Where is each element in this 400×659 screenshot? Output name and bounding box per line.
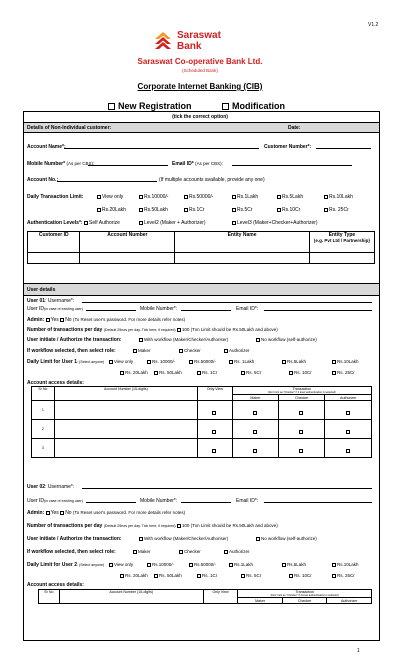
col-entity-name: Entity Name (175, 232, 310, 253)
modification-option[interactable]: Modification (222, 101, 285, 111)
user2-no-workflow[interactable]: No workflow (self-authorize) (256, 536, 317, 541)
user2-email-field[interactable] (264, 497, 372, 503)
user1-role-label: If workflow selected, then select role: (27, 348, 116, 354)
checkbox[interactable] (179, 349, 183, 353)
col-customer-id: Customer ID (28, 232, 80, 253)
daily-limit-opt-1[interactable]: View only (97, 194, 123, 200)
user1-with-workflow[interactable]: With workflow (Maker/Checker/Authoriser) (139, 337, 228, 342)
daily-limit-opt-3[interactable]: Rs.50000/- (184, 194, 213, 200)
user2-col-view: Only View (203, 590, 238, 604)
form-sheet (23, 111, 380, 641)
user1-limit-opt-3[interactable]: Rs.50000/- (189, 359, 216, 364)
view-checkbox[interactable] (212, 411, 216, 415)
user-details-header (24, 283, 379, 296)
user2-userid-field[interactable] (86, 497, 136, 503)
user2-admin-row: Admin: Yes No (To Reset user's password. For more details refer notes) (27, 510, 186, 516)
user2-admin-no-checkbox[interactable] (60, 511, 64, 515)
user1-limit-opt-10[interactable]: Rs. 5Cr (241, 370, 261, 375)
bank-name: Saraswat Co-operative Bank Ltd. (137, 57, 263, 66)
user2-limit-opt-12[interactable]: Rs. 25Cr (332, 573, 355, 578)
user1-limit-opt-1[interactable]: View only (109, 359, 133, 364)
logo-text-line2: Bank (177, 41, 202, 52)
version-label: V1.2 (368, 22, 379, 28)
email-field[interactable] (232, 160, 352, 166)
daily-limit-opt-5[interactable]: Rs.5Lakh (277, 194, 303, 200)
user2-col-account: Account Number (15-digits) (59, 590, 203, 604)
checkbox[interactable] (332, 371, 336, 375)
user1-email-label: Email ID*: (236, 306, 259, 312)
user2-limit-opt-6[interactable]: Rs.10Lakh (332, 562, 359, 567)
checkbox[interactable] (232, 208, 236, 212)
customer-id-cell[interactable] (28, 253, 80, 264)
user1-access-label: Account access details: (27, 380, 84, 386)
checkbox[interactable] (256, 537, 260, 541)
checkbox[interactable] (184, 208, 188, 212)
checkbox[interactable] (289, 371, 293, 375)
checkbox[interactable] (224, 550, 228, 554)
account-no-note: (If multiple accounts available, provide any one) (159, 177, 265, 183)
auth-level-2[interactable]: Level2 (Maker + Authorizer) (139, 220, 206, 226)
user2-admin-yes-checkbox[interactable] (46, 511, 50, 515)
checkbox[interactable] (332, 360, 336, 364)
user1-limit-opt-4[interactable]: Rs. 1Lakh (229, 359, 254, 364)
view-checkbox[interactable] (212, 449, 216, 453)
checkbox[interactable] (282, 563, 286, 567)
customer-table (27, 231, 375, 264)
mobile-field[interactable] (88, 160, 168, 166)
col-account-number: Account Number (80, 232, 175, 253)
user2-mobile-label: Mobile Number*: (140, 498, 178, 504)
checkbox[interactable] (109, 563, 113, 567)
user2-col-sr: Sr No (39, 590, 60, 604)
auth-level-self[interactable]: Self Authorize (84, 220, 120, 226)
user2-limit-opt-1[interactable]: View only (109, 562, 133, 567)
checkbox[interactable] (120, 574, 124, 578)
checkbox[interactable] (197, 574, 201, 578)
customer-number-label: Customer Number*: (264, 144, 312, 150)
table-row: 2 (32, 420, 372, 439)
table-row: 3 (32, 439, 372, 458)
user1-txn-row: Number of transactions per day (Default 25nos per day. Tick here, if required) 100 (Txn Limit should be Rs.50Lakh and above) (27, 327, 278, 333)
user2-txn-100-checkbox[interactable] (177, 524, 181, 528)
user1-limit-opt-6[interactable]: Rs.10Lakh (332, 359, 359, 364)
checkbox[interactable] (133, 550, 137, 554)
checkbox[interactable] (277, 208, 281, 212)
date-label: Date: (288, 125, 301, 131)
checkbox[interactable] (84, 221, 88, 225)
checkbox[interactable] (139, 195, 143, 199)
user2-limit-opt-9[interactable]: Rs. 1Cr (197, 573, 217, 578)
user1-col-transaction: Transaction (Don't tick as "Checker" if 2 level authentication is selected) (232, 387, 371, 395)
user1-role-checker[interactable]: Checker (179, 348, 201, 353)
user2-limit-opt-11[interactable]: Rs. 10Cr (289, 573, 312, 578)
daily-limit-opt-6[interactable]: Rs.10Lakh (324, 194, 353, 200)
user2-username-label: User 02: Username*: (27, 484, 75, 490)
email-label: Email ID* (As per CBS): (172, 161, 223, 167)
user2-limit-opt-3[interactable]: Rs.50000/- (189, 562, 216, 567)
bank-logo-icon (152, 30, 174, 54)
checkbox[interactable] (139, 221, 143, 225)
checkbox[interactable] (232, 221, 236, 225)
modification-checkbox[interactable] (222, 103, 229, 110)
user1-mobile-label: Mobile Number*: (140, 306, 178, 312)
user2-role-label: If workflow selected, then select role: (27, 549, 116, 555)
checkbox[interactable] (120, 371, 124, 375)
user1-col-account: Account Number (15-digits) (54, 387, 198, 401)
user1-role-maker[interactable]: Maker (133, 348, 151, 353)
daily-limit-opt-10[interactable]: Rs.5Cr (232, 207, 253, 213)
user2-access-table (38, 589, 372, 604)
maker-checkbox[interactable] (253, 430, 257, 434)
maker-checkbox[interactable] (253, 411, 257, 415)
checkbox[interactable] (241, 371, 245, 375)
user1-limit-label: Daily Limit for User 1: (Select anyone) (27, 359, 105, 365)
checkbox[interactable] (97, 195, 101, 199)
auth-level-3[interactable]: Level3 (Maker+Checker+Authorizer) (232, 220, 318, 226)
checkbox[interactable] (147, 360, 151, 364)
user2-col-authorizer: Authorizer (327, 598, 372, 604)
user1-userid-field[interactable] (86, 305, 136, 311)
user2-init-row: User initiate / Authorize the transaction: (27, 536, 122, 542)
checkbox[interactable] (179, 550, 183, 554)
user1-limit-opt-12[interactable]: Rs. 25Cr (332, 370, 355, 375)
user2-role-checker[interactable]: Checker (179, 549, 201, 554)
page-number: 1 (357, 648, 360, 654)
user1-limit-opt-8[interactable]: Rs. 50Lakh (154, 370, 182, 375)
user2-email-label: Email ID*: (236, 498, 259, 504)
daily-limit-opt-11[interactable]: Rs.10Cr (277, 207, 300, 213)
user2-txn-row: Number of transactions per day (Default 25nos per day. Tick here, if required) 100 (Txn Limit should be Rs.50Lakh and above) (27, 523, 278, 529)
checkbox[interactable] (139, 338, 143, 342)
user1-limit-opt-11[interactable]: Rs. 10Cr (289, 370, 312, 375)
user1-txn-100-checkbox[interactable] (177, 328, 181, 332)
user1-col-checker: Checker (279, 395, 325, 401)
checkbox[interactable] (282, 360, 286, 364)
user1-admin-yes-checkbox[interactable] (46, 318, 50, 322)
checkbox[interactable] (109, 360, 113, 364)
daily-limit-opt-4[interactable]: Rs.1Lakh (232, 194, 258, 200)
user2-col-checker: Checker (282, 598, 327, 604)
user2-role-maker[interactable]: Maker (133, 549, 151, 554)
checkbox[interactable] (324, 208, 328, 212)
checkbox[interactable] (224, 349, 228, 353)
account-number-cell[interactable] (54, 401, 198, 420)
user1-admin-no-checkbox[interactable] (60, 318, 64, 322)
checkbox[interactable] (133, 349, 137, 353)
user2-limit-opt-7[interactable]: Rs. 20Lakh (120, 573, 148, 578)
user2-limit-opt-10[interactable]: Rs. 5Cr (241, 573, 261, 578)
daily-limit-opt-8[interactable]: Rs.50Lakh (139, 207, 168, 213)
user2-limit-opt-8[interactable]: Rs. 50Lakh (154, 573, 182, 578)
entity-type-cell[interactable] (309, 253, 374, 264)
logo-text-line1: Saraswat (177, 30, 221, 41)
user1-col-view: Only View (198, 387, 233, 401)
checkbox[interactable] (139, 537, 143, 541)
checkbox[interactable] (139, 208, 143, 212)
account-no-label: Account No.: (27, 177, 59, 183)
entity-name-cell[interactable] (175, 253, 310, 264)
user2-role-authorizer[interactable]: Authorizer (224, 549, 250, 554)
user1-limit-opt-7[interactable]: Rs. 20Lakh (120, 370, 148, 375)
daily-limit-label: Daily Transaction Limit: (27, 194, 84, 200)
user1-userid-label: User ID(in case of existing user) (27, 306, 83, 312)
customer-number-field[interactable] (316, 143, 371, 149)
user1-no-workflow[interactable]: No workflow (self-authorize) (256, 337, 317, 342)
user1-email-field[interactable] (264, 305, 372, 311)
user1-role-authorizer[interactable]: Authorizer (224, 348, 250, 353)
view-checkbox[interactable] (212, 430, 216, 434)
daily-limit-opt-7[interactable]: Rs.20Lakh (97, 207, 126, 213)
user1-limit-opt-5[interactable]: Rs.5Lakh (282, 359, 306, 364)
mobile-label: Mobile Number* (As per CBS): (27, 161, 95, 167)
checkbox[interactable] (189, 360, 193, 364)
checkbox[interactable] (97, 208, 101, 212)
new-registration-checkbox[interactable] (108, 103, 115, 110)
checkbox[interactable] (332, 574, 336, 578)
user2-limit-opt-4[interactable]: Rs.1Lakh (229, 562, 253, 567)
daily-limit-opt-2[interactable]: Rs.10000/- (139, 194, 168, 200)
customer-section-title: Details of Non-Individual customer: (27, 125, 112, 131)
account-number-cell[interactable] (80, 253, 175, 264)
daily-limit-opt-12[interactable]: Rs. 25Cr (324, 207, 349, 213)
user1-limit-opt-2[interactable]: Rs. 10000/- (147, 359, 175, 364)
user1-col-authorizer: Authorizer (325, 395, 372, 401)
new-registration-option[interactable]: New Registration (108, 101, 192, 111)
table-row: 1 (32, 401, 372, 420)
account-number-cell[interactable] (54, 420, 198, 439)
checkbox[interactable] (324, 195, 328, 199)
checkbox[interactable] (229, 563, 233, 567)
checkbox[interactable] (184, 195, 188, 199)
user2-limit-opt-2[interactable]: Rs.10000/- (147, 562, 174, 567)
user2-userid-label: User ID(in case of existing user) (27, 498, 83, 504)
col-entity-type: Entity Type (e.g. Pvt Ltd / Partnership) (309, 232, 374, 253)
checkbox[interactable] (154, 574, 158, 578)
user1-access-table (31, 386, 372, 458)
checkbox[interactable] (241, 574, 245, 578)
checkbox[interactable] (197, 371, 201, 375)
account-number-cell[interactable] (54, 439, 198, 458)
user2-col-transaction: Transaction (Don't tick as "Checker" if 2 level authentication is selected) (238, 590, 372, 598)
checkbox[interactable] (289, 574, 293, 578)
checkbox[interactable] (332, 563, 336, 567)
user1-limit-opt-9[interactable]: Rs. 1Cr (197, 370, 217, 375)
account-no-field[interactable] (57, 176, 157, 182)
maker-checkbox[interactable] (253, 449, 257, 453)
checkbox[interactable] (277, 195, 281, 199)
user1-mobile-field[interactable] (181, 305, 231, 311)
checkbox[interactable] (232, 195, 236, 199)
checkbox[interactable] (189, 563, 193, 567)
authorizer-checkbox[interactable] (346, 411, 350, 415)
user2-limit-label: Daily Limit for User 2: (Select anyone) (27, 562, 105, 568)
tick-note: (tick the correct option) (172, 114, 228, 120)
checkbox[interactable] (256, 338, 260, 342)
user1-col-maker: Maker (232, 395, 278, 401)
customer-section-header (24, 122, 379, 133)
user2-with-workflow[interactable]: With workflow (Maker/Checker/Authoriser) (139, 536, 228, 541)
checkbox[interactable] (229, 360, 233, 364)
user2-access-label: Account access details: (27, 582, 84, 588)
user1-username-label: User 01: Username*: (27, 298, 75, 304)
checker-checkbox[interactable] (299, 449, 303, 453)
user2-username-field[interactable] (82, 483, 372, 489)
user2-mobile-field[interactable] (181, 497, 231, 503)
authorizer-checkbox[interactable] (346, 449, 350, 453)
user1-username-field[interactable] (82, 297, 372, 303)
checker-checkbox[interactable] (299, 430, 303, 434)
user-details-title: User details (27, 287, 56, 293)
account-name-label: Account Name*: (27, 144, 66, 150)
scheduled-bank-label: (Scheduled Bank) (182, 68, 218, 73)
form-title: Corporate Internet Banking (CIB) (137, 82, 263, 91)
authorizer-checkbox[interactable] (346, 430, 350, 434)
user1-init-row: User initiate / Authorize the transaction: (27, 337, 122, 343)
checkbox[interactable] (154, 371, 158, 375)
checkbox[interactable] (147, 563, 151, 567)
user1-col-sr: Sr No (32, 387, 55, 401)
account-name-field[interactable] (64, 143, 259, 149)
daily-limit-opt-9[interactable]: Rs.1Cr (184, 207, 205, 213)
user2-limit-opt-5[interactable]: Rs.5Lakh (282, 562, 306, 567)
user1-admin-row: Admin: Yes No (To Reset user's password. For more details refer notes) (27, 317, 186, 323)
checker-checkbox[interactable] (299, 411, 303, 415)
user2-col-maker: Maker (238, 598, 283, 604)
auth-levels-label: Authentication Levels*: (27, 220, 83, 226)
